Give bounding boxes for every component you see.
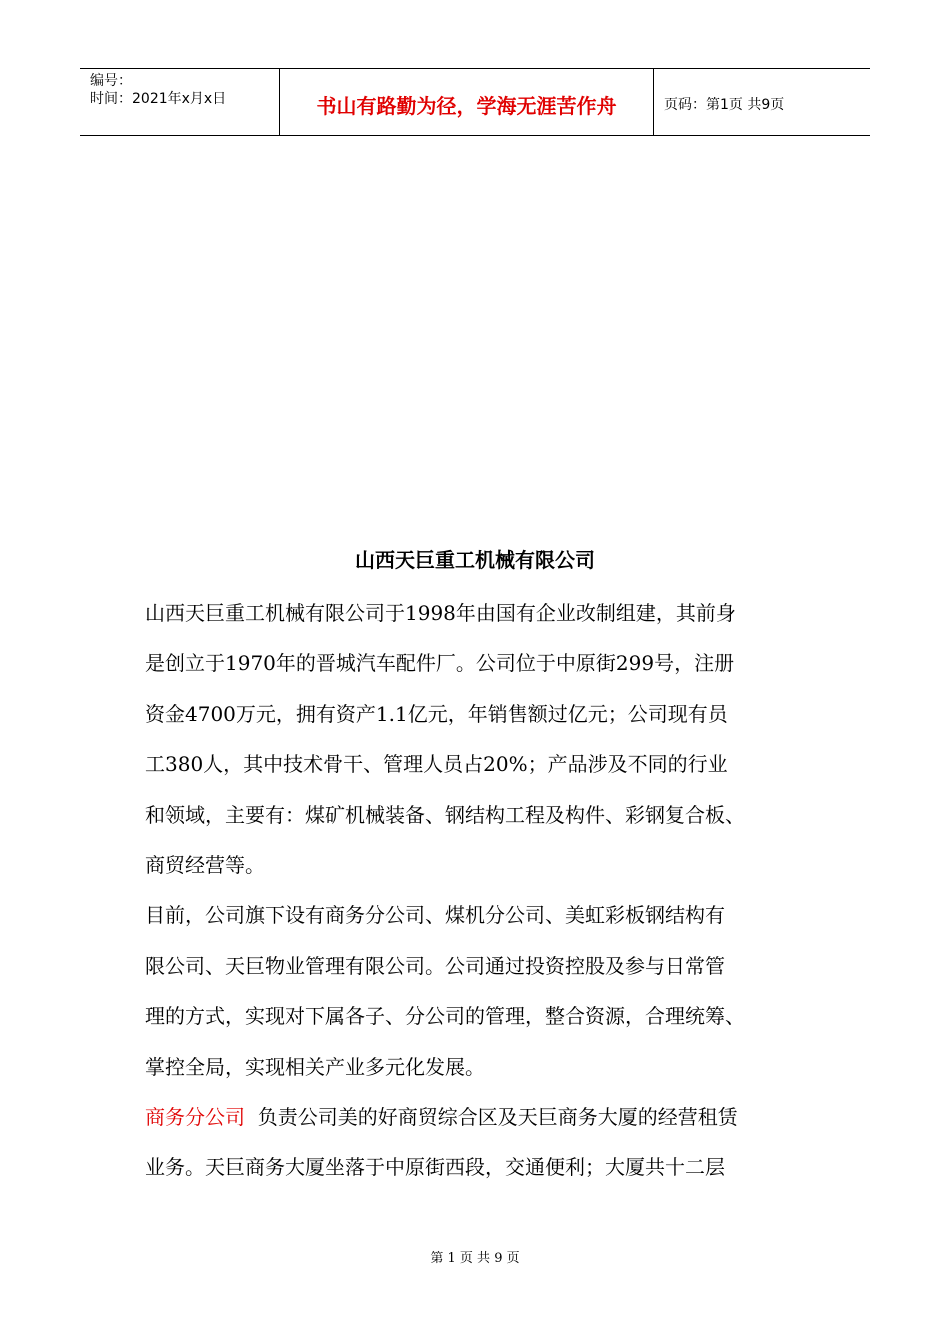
document-title: 山西天巨重工机械有限公司 — [355, 548, 595, 572]
text-line: 工380人，其中技术骨干、管理人员占20%；产品涉及不同的行业 — [145, 752, 728, 777]
header-meta-cell — [80, 69, 280, 135]
number-label: 编号： — [90, 73, 132, 89]
text-line: 目前，公司旗下设有商务分公司、煤机分公司、美虹彩板钢结构有 — [145, 903, 725, 928]
document-body — [145, 588, 817, 1193]
text-line: 掌控全局，实现相关产业多元化发展。 — [145, 1054, 485, 1079]
text-line: 业务。天巨商务大厦坐落于中原街西段，交通便利；大厦共十二层 — [145, 1155, 725, 1180]
header-motto: 书山有路勤为径，学海无涯苦作舟 — [280, 69, 654, 135]
text-line: 负责公司美的好商贸综合区及天巨商务大厦的经营租赁 — [245, 1105, 738, 1130]
paragraph-subsidiaries — [145, 890, 817, 1092]
text-line: 商贸经营等。 — [145, 853, 265, 878]
text-line: 山西天巨重工机械有限公司于1998年由国有企业改制组建，其前身 — [145, 601, 736, 625]
business-branch-heading: 商务分公司 — [145, 1105, 245, 1130]
text-line: 是创立于1970年的晋城汽车配件厂。公司位于中原街299号，注册 — [145, 651, 735, 676]
time-label: 时间：2021年x月x日 — [90, 91, 227, 107]
text-line: 资金4700万元，拥有资产1.1亿元，年销售额过亿元；公司现有员 — [145, 701, 728, 726]
text-line: 和领域，主要有：煤矿机械装备、钢结构工程及构件、彩钢复合板、 — [145, 802, 745, 827]
header-page-info: 页码：第1页 共9页 — [664, 97, 785, 113]
paragraph-business-branch — [145, 1092, 817, 1193]
text-line: 理的方式，实现对下属各子、分公司的管理，整合资源，合理统筹、 — [145, 1004, 745, 1029]
page-header — [80, 68, 870, 136]
text-line: 限公司、天巨物业管理有限公司。公司通过投资控股及参与日常管 — [145, 953, 725, 978]
page-footer: 第 1 页 共 9 页 — [430, 1251, 520, 1266]
paragraph-company-intro — [145, 588, 817, 890]
